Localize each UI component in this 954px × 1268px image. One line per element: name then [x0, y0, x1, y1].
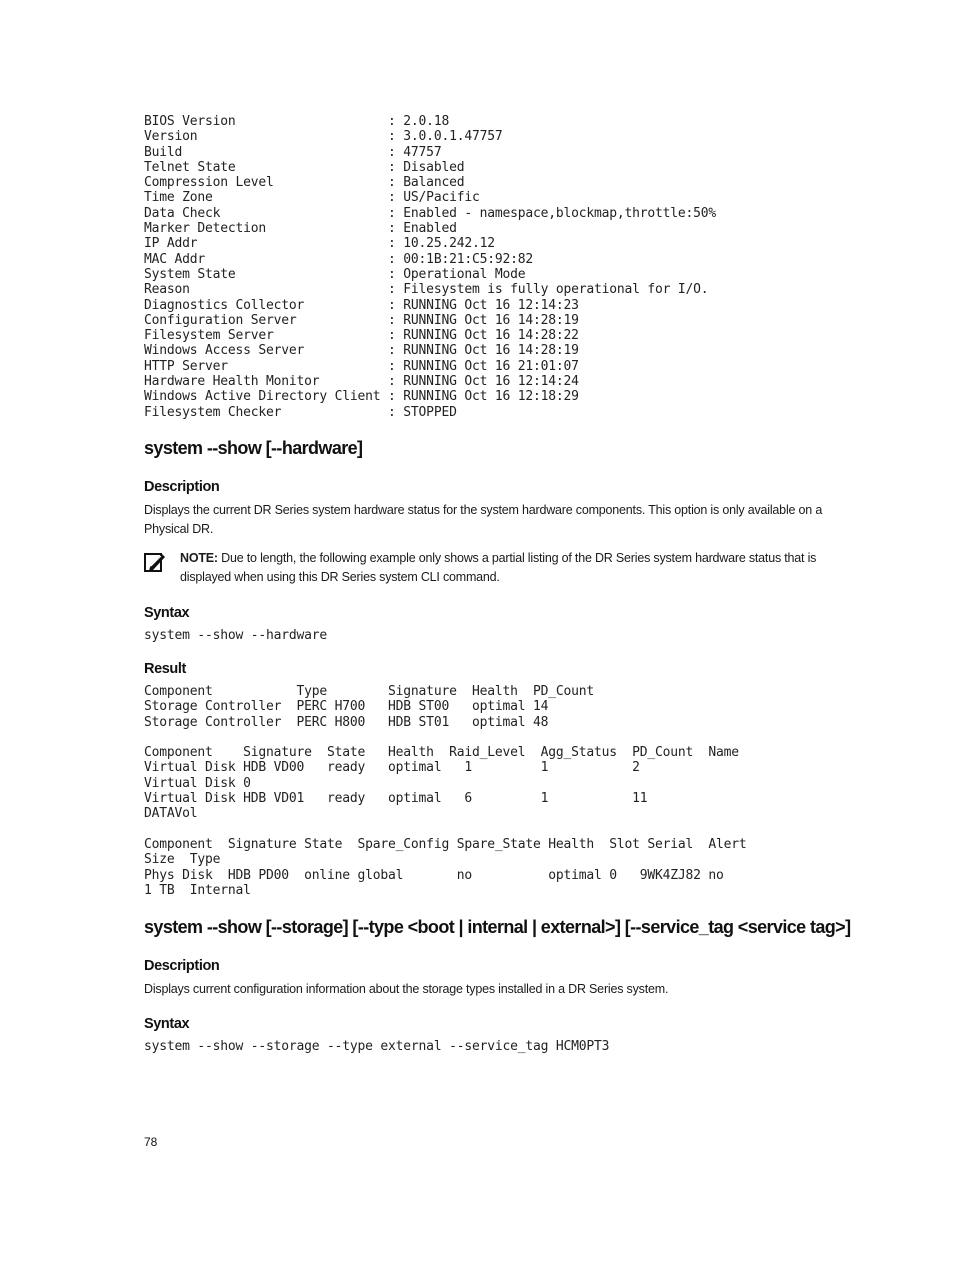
hardware-result-heading: Result	[144, 661, 186, 677]
system-status-output: BIOS Version : 2.0.18 Version : 3.0.0.1.47757 Build : 47757 Telnet State : Disabled Compression Level : Balanced Time Zone : US/Pacific Data Check : Enabled - namespace,blockmap,throttle:50% Marker Detection : Enabled IP Addr : 10.25.242.12 MAC Addr : 00:1B:21:C5:92:82 System State : Operational Mode Reason : Filesystem is fully operational for I/O. Diagnostics Collector : RUNNING Oct 16 12:14:23 Configuration Server : RUNNING Oct 16 14:28:19 Filesystem Server : RUNNING Oct 16 14:28:22 Windows Access Server : RUNNING Oct 16 14:28:19 HTTP Server : RUNNING Oct 16 21:01:07 Hardware Health Monitor : RUNNING Oct 16 12:14:24 Windows Active Directory Client : RUNNING Oct 16 12:18:29 Filesystem Checker : STOPPED	[144, 114, 716, 420]
hardware-syntax-code: system --show --hardware	[144, 628, 328, 643]
storage-command-heading: system --show [--storage] [--type <boot | internal | external>] [--service_tag <service tag>]	[144, 917, 851, 937]
hardware-description-text: Displays the current DR Series system hardware status for the system hardware components. This option is only available on a Physical DR.	[144, 503, 823, 536]
hardware-command-heading: system --show [--hardware]	[144, 438, 363, 458]
note-text: Due to length, the following example only shows a partial listing of the DR Series system hardware status that is displayed when using this DR Series system CLI command.	[180, 551, 817, 584]
hardware-description-heading: Description	[144, 479, 220, 495]
note-pencil-icon	[144, 551, 166, 573]
storage-description-heading: Description	[144, 958, 220, 974]
page-number: 78	[144, 1135, 158, 1149]
storage-syntax-code: system --show --storage --type external --service_tag HCM0PT3	[144, 1039, 610, 1054]
storage-syntax-heading: Syntax	[144, 1016, 190, 1032]
hardware-syntax-heading: Syntax	[144, 605, 190, 621]
hardware-note	[180, 549, 840, 587]
storage-description-text: Displays current configuration information about the storage types installed in a DR Series system.	[144, 982, 669, 996]
note-label: NOTE:	[180, 551, 218, 565]
hardware-result-output: Component Type Signature Health PD_Count Storage Controller PERC H700 HDB ST00 optimal 14 Storage Controller PERC H800 HDB ST01 optimal 48 Component Signature State Health Raid_Level Agg_Status PD_Count Name Virtual Disk HDB VD00 ready optimal 1 1 2 Virtual Disk 0 Virtual Disk HDB VD01 ready optimal 6 1 11 DATAVol Component Signature State Spare_Config Spare_State Health Slot Serial Alert Size Type Phys Disk HDB PD00 online global no optimal 0 9WK4ZJ82 no 1 TB Internal	[144, 684, 747, 898]
